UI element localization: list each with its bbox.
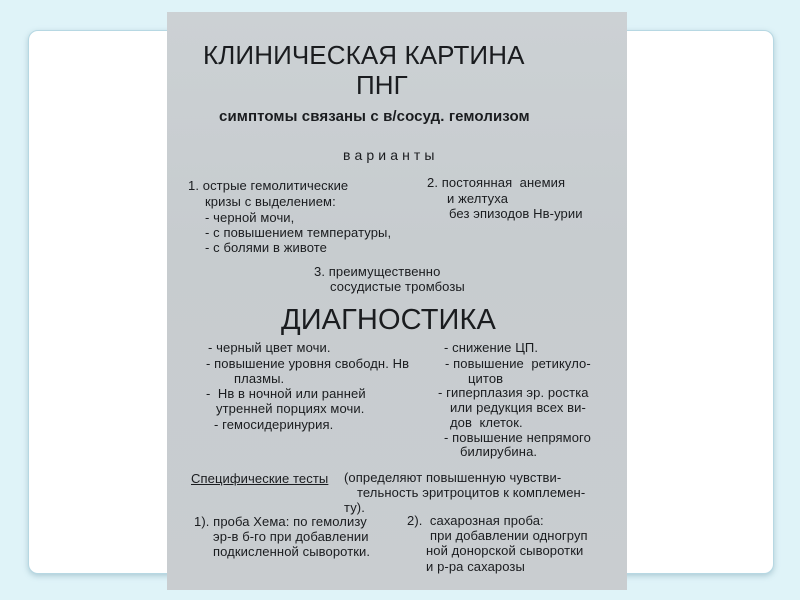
variant2-line: без эпизодов Нв-урии xyxy=(449,206,583,221)
variant2-line: 2. постоянная анемия xyxy=(427,175,566,190)
specific-tests-label: Специфические тесты xyxy=(191,471,329,486)
diag-right-line: - повышение ретикуло- xyxy=(445,356,591,371)
test2-line: 2). сахарозная проба: xyxy=(407,513,544,528)
diag-left-line: - повышение уровня свободн. Нв xyxy=(206,356,410,371)
diagnostics-title: ДИАГНОСТИКА xyxy=(281,304,496,336)
variant1-line: - с повышением температуры, xyxy=(205,225,392,240)
slide-image xyxy=(167,12,627,590)
specific-tests-text: (определяют повышенную чувстви- xyxy=(344,470,562,485)
title-line-1: КЛИНИЧЕСКАЯ КАРТИНА xyxy=(203,40,525,70)
diag-left-line: - Нв в ночной или ранней xyxy=(206,386,366,401)
diag-right-line: дов клеток. xyxy=(450,415,523,430)
diag-right-line: билирубина. xyxy=(460,444,538,459)
specific-tests-text: ту). xyxy=(344,500,365,515)
diag-left-line: - черный цвет мочи. xyxy=(208,340,331,355)
test1-line: эр-в б-го при добавлении xyxy=(213,529,369,544)
diag-right-line: - повышение непрямого xyxy=(444,430,591,445)
test1-line: подкисленной сыворотки. xyxy=(213,544,371,559)
diag-left-line: утренней порциях мочи. xyxy=(216,401,365,416)
variant1-line: - с болями в животе xyxy=(205,240,327,255)
specific-tests-text: тельность эритроцитов к комплемен- xyxy=(357,485,586,500)
test1-line: 1). проба Хема: по гемолизу xyxy=(194,514,367,529)
subtitle: симптомы связаны с в/сосуд. гемолизом xyxy=(219,108,530,125)
diag-right-line: цитов xyxy=(468,371,504,386)
diag-right-line: или редукция всех ви- xyxy=(450,400,586,415)
diag-left-line: - гемосидеринурия. xyxy=(214,417,334,432)
diag-left-line: плазмы. xyxy=(234,371,285,386)
test2-line: и р-ра сахарозы xyxy=(426,559,525,574)
variant1-line: кризы с выделением: xyxy=(205,194,336,209)
test2-line: ной донорской сыворотки xyxy=(426,543,584,558)
variant2-line: и желтуха xyxy=(447,191,509,206)
diag-right-line: - снижение ЦП. xyxy=(444,340,539,355)
diag-right-line: - гиперплазия эр. ростка xyxy=(438,385,589,400)
title-line-2: ПНГ xyxy=(356,70,408,100)
variant1-line: 1. острые гемолитические xyxy=(188,178,349,193)
test2-line: при добавлении одногруп xyxy=(430,528,588,543)
variant3-line: сосудистые тромбозы xyxy=(330,279,465,294)
variant3-line: 3. преимущественно xyxy=(314,264,441,279)
variants-label: в а р и а н т ы xyxy=(343,147,435,163)
variant1-line: - черной мочи, xyxy=(205,210,295,225)
